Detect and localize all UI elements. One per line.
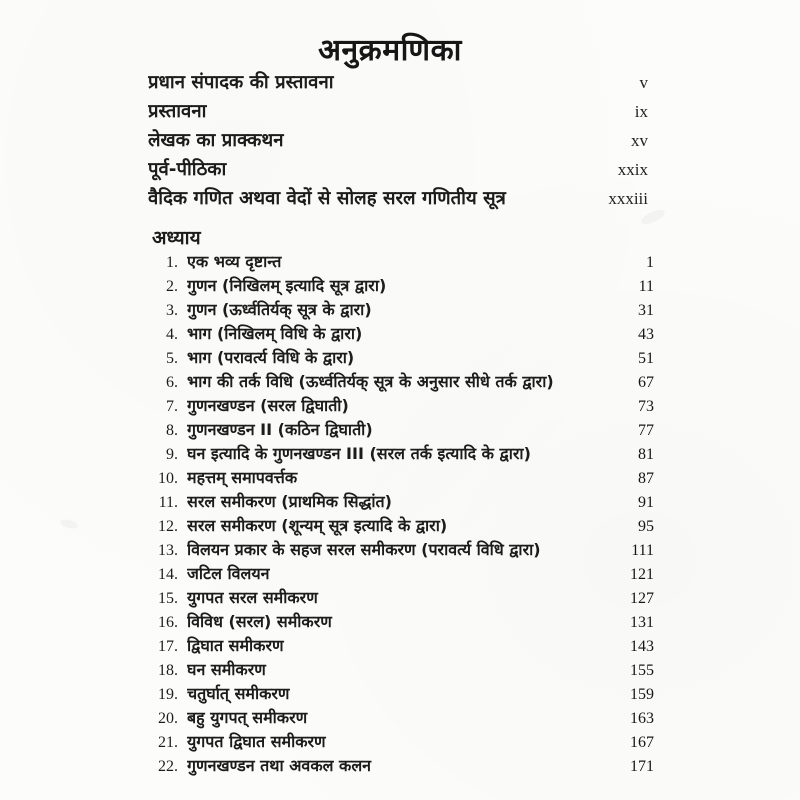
chapter-title: बहु युगपत् समीकरण (187, 708, 308, 727)
chapter-title: भाग (निखिलम् विधि के द्वारा) (187, 324, 363, 343)
chapter-row (148, 442, 654, 466)
front-matter-page-number: xv (631, 131, 648, 150)
chapter-page-number: 111 (631, 542, 654, 559)
front-matter-title: पूर्व-पीठिका (148, 159, 227, 180)
chapter-page-number: 159 (630, 686, 654, 703)
chapter-number: 13. (158, 542, 178, 559)
chapter-number: 1. (166, 254, 178, 271)
front-matter-row (148, 68, 648, 97)
chapter-number: 8. (166, 422, 178, 439)
chapter-row (148, 370, 654, 394)
front-matter-page-number: v (639, 73, 648, 92)
chapter-row (148, 346, 654, 370)
chapter-title: विविध (सरल) समीकरण (187, 612, 332, 631)
chapter-page-number: 95 (638, 518, 654, 535)
chapter-page-number: 171 (630, 758, 654, 775)
chapter-row (148, 418, 654, 442)
chapter-title: युगपत सरल समीकरण (187, 588, 318, 607)
chapter-row (148, 394, 654, 418)
front-matter-page-number: xxxiii (608, 189, 648, 208)
chapter-row (148, 514, 654, 538)
chapter-row (148, 706, 654, 730)
chapter-page-number: 31 (638, 302, 654, 319)
front-matter-page-number: xxix (617, 160, 648, 179)
chapter-number: 2. (166, 278, 178, 295)
chapter-row (148, 730, 654, 754)
chapters-heading: अध्याय (152, 227, 201, 249)
chapter-title: घन समीकरण (187, 660, 266, 679)
chapter-title: चतुर्घात् समीकरण (187, 684, 290, 703)
chapter-number: 5. (166, 350, 178, 367)
scan-smudge (59, 518, 78, 530)
chapter-page-number: 73 (638, 398, 654, 415)
chapter-number: 3. (166, 302, 178, 319)
chapter-title: घन इत्यादि के गुणनखण्डन III (सरल तर्क इत्यादि के द्वारा) (187, 444, 531, 463)
chapter-number: 19. (158, 686, 178, 703)
chapter-number: 17. (158, 638, 178, 655)
chapter-row (148, 562, 654, 586)
chapter-title: भाग (परावर्त्य विधि के द्वारा) (187, 348, 355, 367)
chapter-number: 10. (158, 470, 178, 487)
chapter-page-number: 143 (630, 638, 654, 655)
chapter-row (148, 538, 654, 562)
chapter-number: 21. (158, 734, 178, 751)
chapter-number: 6. (166, 374, 178, 391)
chapter-number: 11. (158, 494, 178, 511)
chapter-number: 16. (158, 614, 178, 631)
chapter-title: महत्तम् समापवर्त्तक (187, 468, 298, 487)
front-matter-title: वैदिक गणित अथवा वेदों से सोलह सरल गणितीय सूत्र (148, 188, 506, 209)
chapter-page-number: 67 (638, 374, 654, 391)
chapter-page-number: 51 (638, 350, 654, 367)
chapter-number: 15. (158, 590, 178, 607)
page-title: अनुक्रमणिका (318, 33, 462, 69)
front-matter-row (148, 97, 648, 126)
chapter-number: 14. (158, 566, 178, 583)
chapter-page-number: 131 (630, 614, 654, 631)
chapter-title: सरल समीकरण (शून्यम् सूत्र इत्यादि के द्वारा) (187, 516, 448, 535)
chapter-row (148, 610, 654, 634)
chapter-title: गुणनखण्डन (सरल द्विघाती) (187, 396, 349, 415)
chapter-row (148, 274, 654, 298)
chapter-number: 4. (166, 326, 178, 343)
chapter-title: गुणन (निखिलम् इत्यादि सूत्र द्वारा) (187, 276, 387, 295)
chapter-page-number: 91 (638, 494, 654, 511)
chapter-row (148, 658, 654, 682)
chapter-page-number: 43 (638, 326, 654, 343)
chapter-row (148, 754, 654, 778)
chapter-row (148, 466, 654, 490)
front-matter-row (148, 155, 648, 184)
chapter-row (148, 634, 654, 658)
chapter-title: गुणनखण्डन II (कठिन द्विघाती) (187, 420, 373, 439)
chapter-row (148, 322, 654, 346)
chapter-page-number: 11 (638, 278, 654, 295)
chapter-title: गुणनखण्डन तथा अवकल कलन (187, 756, 372, 775)
chapter-row (148, 586, 654, 610)
chapter-title: द्विघात समीकरण (187, 636, 284, 655)
chapter-number: 18. (158, 662, 178, 679)
chapter-row (148, 250, 654, 274)
chapter-number: 7. (166, 398, 178, 415)
chapter-page-number: 121 (630, 566, 654, 583)
chapter-title: एक भव्य दृष्टान्त (187, 252, 282, 271)
front-matter-title: प्रस्तावना (148, 101, 207, 122)
chapter-number: 20. (158, 710, 178, 727)
front-matter-row (148, 184, 648, 213)
chapter-page-number: 163 (630, 710, 654, 727)
chapter-title: जटिल विलयन (187, 564, 270, 583)
chapter-number: 9. (166, 446, 178, 463)
chapter-page-number: 167 (630, 734, 654, 751)
chapter-row (148, 298, 654, 322)
chapter-page-number: 87 (638, 470, 654, 487)
chapter-number: 12. (158, 518, 178, 535)
front-matter-title: प्रधान संपादक की प्रस्तावना (148, 72, 334, 93)
front-matter-list (148, 68, 648, 213)
chapter-number: 22. (158, 758, 178, 775)
chapter-page-number: 81 (638, 446, 654, 463)
chapter-title: गुणन (ऊर्ध्वतिर्यक् सूत्र के द्वारा) (187, 300, 372, 319)
chapter-title: सरल समीकरण (प्राथमिक सिद्धांत) (187, 492, 392, 511)
front-matter-title: लेखक का प्राक्कथन (148, 130, 284, 151)
chapter-page-number: 77 (638, 422, 654, 439)
chapter-list (148, 250, 654, 778)
chapter-page-number: 1 (646, 254, 654, 271)
chapter-title: युगपत द्विघात समीकरण (187, 732, 326, 751)
chapter-row (148, 490, 654, 514)
chapter-row (148, 682, 654, 706)
chapter-title: विलयन प्रकार के सहज सरल समीकरण (परावर्त्य विधि द्वारा) (187, 540, 541, 559)
front-matter-row (148, 126, 648, 155)
front-matter-page-number: ix (634, 102, 648, 121)
chapter-title: भाग की तर्क विधि (ऊर्ध्वतिर्यक् सूत्र के अनुसार सीधे तर्क द्वारा) (187, 372, 554, 391)
chapter-page-number: 155 (630, 662, 654, 679)
chapter-page-number: 127 (630, 590, 654, 607)
